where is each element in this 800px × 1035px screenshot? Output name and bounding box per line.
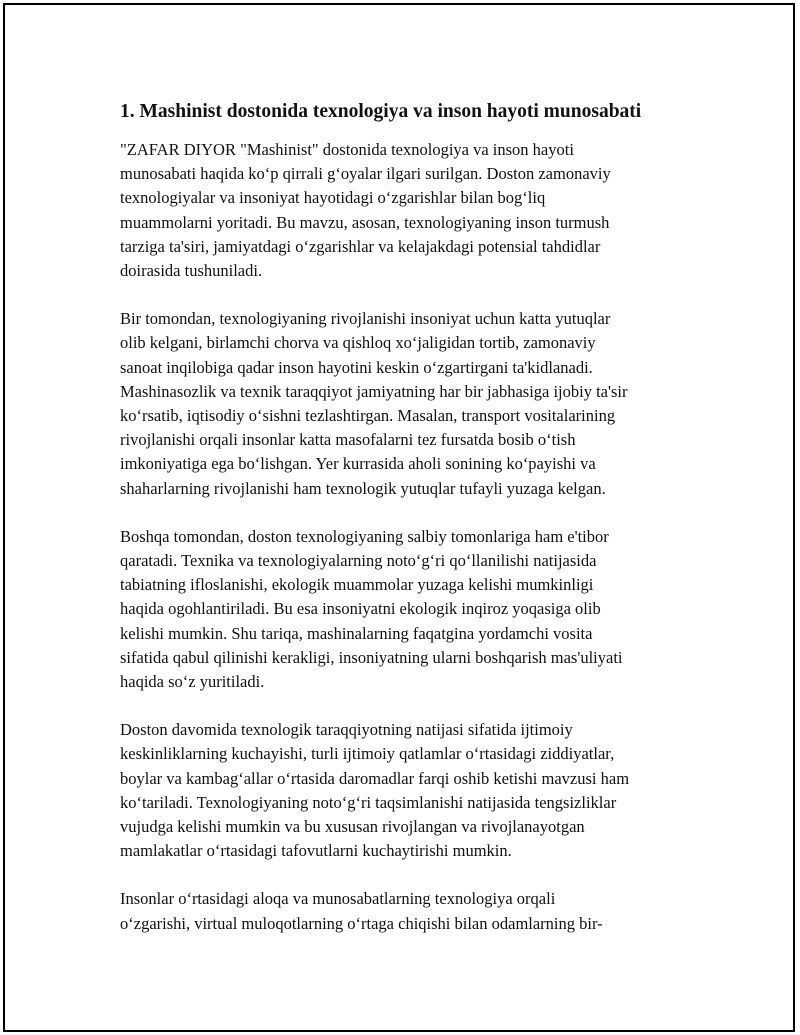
paragraph xyxy=(120,718,705,863)
text-line: shaharlarning rivojlanishi ham texnologik yutuqlar tufayli yuzaga kelgan. xyxy=(120,478,606,498)
text-line: kelishi mumkin. Shu tariqa, mashinalarning faqatgina yordamchi vosita xyxy=(120,623,593,643)
text-line: Doston davomida texnologik taraqqiyotning natijasi sifatida ijtimoiy xyxy=(120,720,573,740)
section-heading: 1. Mashinist dostonida texnologiya va inson hayoti munosabati xyxy=(120,101,642,122)
document-content xyxy=(120,98,705,960)
text-line: haqida ogohlantiriladi. Bu esa insoniyatni ekologik inqiroz yoqasiga olib xyxy=(120,599,601,619)
text-line: Boshqa tomondan, doston texnologiyaning salbiy tomonlariga ham e'tibor xyxy=(120,526,609,546)
text-line: imkoniyatiga ega bo‘lishgan. Yer kurrasida aholi sonining ko‘payishi va xyxy=(120,454,596,474)
paragraph xyxy=(120,307,705,501)
text-line: o‘zgarishi, virtual muloqotlarning o‘rtaga chiqishi bilan odamlarning bir- xyxy=(120,913,603,933)
text-line: Bir tomondan, texnologiyaning rivojlanishi insoniyat uchun katta yutuqlar xyxy=(120,309,611,329)
text-line: "ZAFAR DIYOR "Mashinist" dostonida texnologiya va inson hayoti xyxy=(120,140,574,159)
text-line: tarziga ta'siri, jamiyatdagi o‘zgarishlar va kelajakdagi potensial tahdidlar xyxy=(120,236,601,256)
text-line: munosabati haqida ko‘p qirrali g‘oyalar ilgari surilgan. Doston zamonaviy xyxy=(120,164,611,184)
text-line: ko‘rsatib, iqtisodiy o‘sishni tezlashtirgan. Masalan, transport vositalarining xyxy=(120,406,616,426)
text-line: mamlakatlar o‘rtasidagi tafovutlarni kuchaytirishi mumkin. xyxy=(120,841,512,861)
paragraph xyxy=(120,138,705,283)
text-line: texnologiyalar va insoniyat hayotidagi o‘zgarishlar bilan bog‘liq xyxy=(120,188,546,208)
text-line: haqida so‘z yuritiladi. xyxy=(120,672,265,692)
text-line: sanoat inqilobiga qadar inson hayotini keskin o‘zgartirgani ta'kidlanadi. xyxy=(120,357,593,377)
text-line: muammolarni yoritadi. Bu mavzu, asosan, texnologiyaning inson turmush xyxy=(120,212,610,232)
text-line: tabiatning ifloslanishi, ekologik muammolar yuzaga kelishi mumkinligi xyxy=(120,575,594,595)
text-line: Mashinasozlik va texnik taraqqiyot jamiyatning har bir jabhasiga ijobiy ta'sir xyxy=(120,381,628,401)
text-line: boylar va kambag‘allar o‘rtasida daromadlar farqi oshib ketishi mavzusi ham xyxy=(120,768,630,788)
text-line: sifatida qabul qilinishi kerakligi, insoniyatning ularni boshqarish mas'uliyati xyxy=(120,647,623,667)
text-line: ko‘tariladi. Texnologiyaning noto‘g‘ri taqsimlanishi natijasida tengsizliklar xyxy=(120,792,617,812)
text-line: olib kelgani, birlamchi chorva va qishloq xo‘jaligidan tortib, zamonaviy xyxy=(120,333,596,353)
paragraph xyxy=(120,525,705,694)
text-line: rivojlanishi orqali insonlar katta masofalarni tez fursatda bosib o‘tish xyxy=(120,430,576,450)
text-line: vujudga kelishi mumkin va bu xususan rivojlangan va rivojlanayotgan xyxy=(120,817,585,837)
text-line: qaratadi. Texnika va texnologiyalarning noto‘g‘ri qo‘llanilishi natijasida xyxy=(120,551,597,571)
paragraph xyxy=(120,887,705,935)
document-page xyxy=(3,3,795,1032)
text-line: keskinliklarning kuchayishi, turli ijtimoiy qatlamlar o‘rtasidagi ziddiyatlar, xyxy=(120,744,615,764)
text-line: doirasida tushuniladi. xyxy=(120,261,263,281)
paragraph-list xyxy=(120,138,705,936)
text-line: Insonlar o‘rtasidagi aloqa va munosabatlarning texnologiya orqali xyxy=(120,889,556,909)
